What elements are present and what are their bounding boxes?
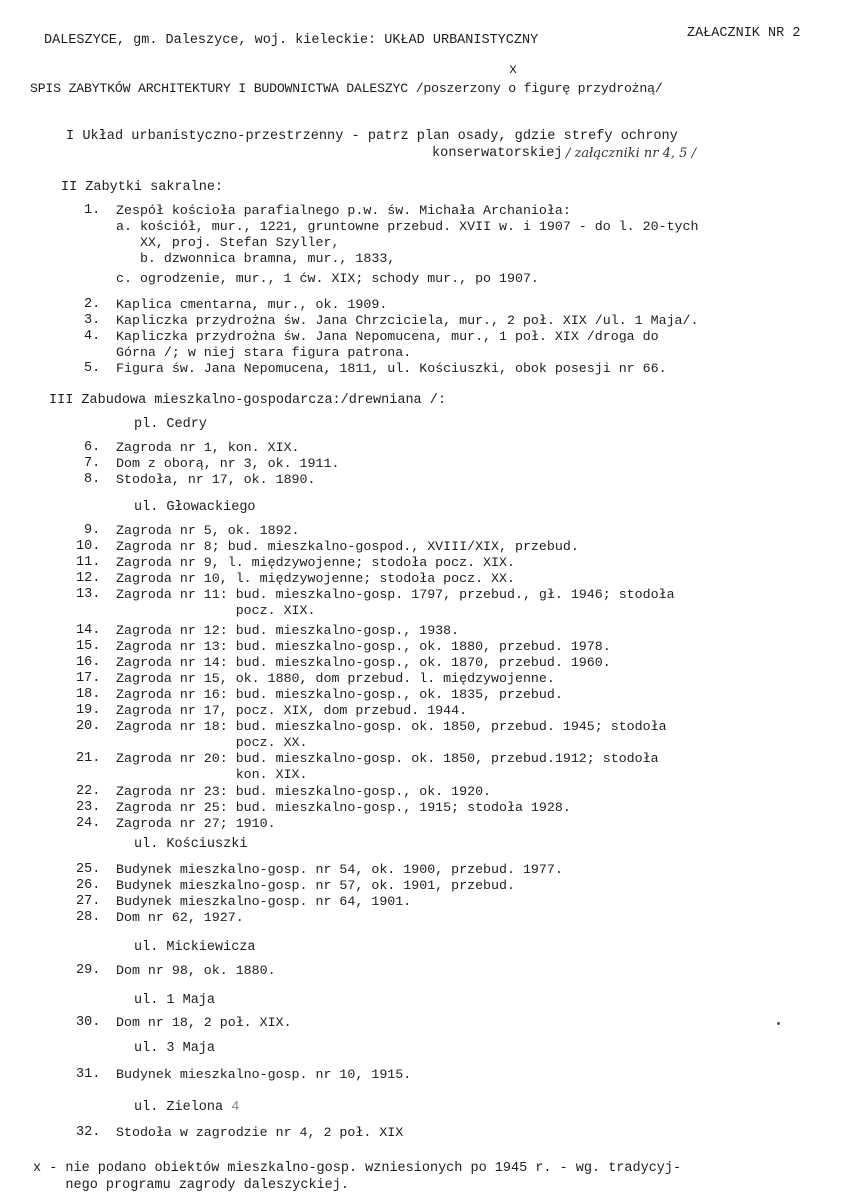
residential-item-text: Zagroda nr 27; 1910. — [116, 816, 276, 831]
residential-item-number: 30. — [76, 1015, 101, 1030]
residential-item-number: 23. — [76, 800, 101, 815]
residential-item-text: Zagroda nr 13: bud. mieszkalno-gosp., ok. 1880, przebud. 1978. — [116, 639, 611, 654]
residential-item-text: Zagroda nr 16: bud. mieszkalno-gosp., ok. 1835, przebud. — [116, 687, 563, 702]
section1-line2: konserwatorskiej — [432, 146, 563, 161]
street-heading: ul. Mickiewicza — [134, 940, 256, 955]
residential-item-number: 31. — [76, 1067, 101, 1082]
residential-item-number: 6. — [84, 440, 101, 455]
residential-item-text: Dom z oborą, nr 3, ok. 1911. — [116, 456, 340, 471]
residential-item-text: Zagroda nr 5, ok. 1892. — [116, 523, 300, 538]
section3-heading: III Zabudowa mieszkalno-gospodarcza:/drewniana /: — [49, 393, 446, 408]
sacral-item-text: Figura św. Jana Nepomucena, 1811, ul. Kościuszki, obok posesji nr 66. — [116, 361, 667, 376]
annex-label: ZAŁACZNIK NR 2 — [687, 26, 801, 41]
residential-item-text: pocz. XX. — [116, 735, 308, 750]
street-heading: pl. Cedry — [134, 417, 207, 432]
residential-item-number: 16. — [76, 655, 101, 670]
residential-item-text: Stodoła, nr 17, ok. 1890. — [116, 472, 316, 487]
sacral-item-text: a. kościół, mur., 1221, gruntowne przebud. XVII w. i 1907 - do l. 20-tych — [116, 219, 699, 234]
sacral-item-text: b. dzwonnica bramna, mur., 1833, — [116, 251, 396, 266]
residential-item-number: 26. — [76, 878, 101, 893]
document-title: DALESZYCE, gm. Daleszyce, woj. kieleckie: UKŁAD URBANISTYCZNY — [44, 33, 539, 48]
residential-item-number: 17. — [76, 671, 101, 686]
residential-item-number: 19. — [76, 703, 101, 718]
residential-item-number: 11. — [76, 555, 101, 570]
residential-item-number: 21. — [76, 751, 101, 766]
residential-item-number: 9. — [84, 523, 101, 538]
residential-item-number: 29. — [76, 963, 101, 978]
residential-item-text: kon. XIX. — [116, 767, 308, 782]
residential-item-number: 20. — [76, 719, 101, 734]
sacral-item-text: Zespół kościoła parafialnego p.w. św. Michała Archanioła: — [116, 203, 571, 218]
footnote-marker: x — [509, 63, 518, 78]
residential-item-number: 27. — [76, 894, 101, 909]
residential-item-number: 18. — [76, 687, 101, 702]
section2-heading: II Zabytki sakralne: — [61, 180, 224, 195]
sacral-item-number: 1. — [84, 203, 101, 218]
residential-item-text: Zagroda nr 20: bud. mieszkalno-gosp. ok. 1850, przebud.1912; stodoła — [116, 751, 659, 766]
section1-line1: I Układ urbanistyczno-przestrzenny - patrz plan osady, gdzie strefy ochrony — [66, 129, 678, 144]
residential-item-text: Zagroda nr 23: bud. mieszkalno-gosp., ok. 1920. — [116, 784, 492, 799]
residential-item-text: Zagroda nr 9, l. międzywojenne; stodoła pocz. XIX. — [116, 555, 515, 570]
residential-item-number: 28. — [76, 910, 101, 925]
residential-item-text: Zagroda nr 15, ok. 1880, dom przebud. l. międzywojenne. — [116, 671, 555, 686]
residential-item-text: Zagroda nr 8; bud. mieszkalno-gospod., XVIII/XIX, przebud. — [116, 539, 579, 554]
residential-item-number: 22. — [76, 784, 101, 799]
sacral-item-text: XX, proj. Stefan Szyller, — [116, 235, 340, 250]
residential-item-text: Dom nr 18, 2 poł. XIX. — [116, 1015, 292, 1030]
residential-item-number: 14. — [76, 623, 101, 638]
sacral-item-text: Kaplica cmentarna, mur., ok. 1909. — [116, 297, 388, 312]
residential-item-text: Zagroda nr 17, pocz. XIX, dom przebud. 1944. — [116, 703, 468, 718]
residential-item-text: Zagroda nr 10, l. międzywojenne; stodoła pocz. XX. — [116, 571, 515, 586]
sacral-item-number: 2. — [84, 297, 101, 312]
document-subtitle: SPIS ZABYTKÓW ARCHITEKTURY I BUDOWNICTWA DALESZYC /poszerzony o figurę przydrożną/ — [30, 81, 663, 96]
sacral-item-number: 5. — [84, 361, 101, 376]
residential-item-text: Zagroda nr 18: bud. mieszkalno-gosp. ok. 1850, przebud. 1945; stodoła — [116, 719, 667, 734]
residential-item-text: Zagroda nr 14: bud. mieszkalno-gosp., ok. 1870, przebud. 1960. — [116, 655, 611, 670]
footnote-line2: nego programu zagrody daleszyckiej. — [33, 1178, 349, 1193]
residential-item-number: 25. — [76, 862, 101, 877]
street-heading: ul. Kościuszki — [134, 837, 248, 852]
street-heading: ul. Głowackiego — [134, 500, 256, 515]
residential-item-number: 7. — [84, 456, 101, 471]
sacral-item-number: 3. — [84, 313, 101, 328]
sacral-item-number: 4. — [84, 329, 101, 344]
residential-item-number: 10. — [76, 539, 101, 554]
sacral-item-text: Kapliczka przydrożna św. Jana Nepomucena, mur., 1 poł. XIX /droga do — [116, 329, 659, 344]
residential-item-text: Budynek mieszkalno-gosp. nr 54, ok. 1900, przebud. 1977. — [116, 862, 563, 877]
handwritten-annex-note: / załączniki nr 4, 5 / — [566, 146, 696, 161]
residential-item-number: 15. — [76, 639, 101, 654]
sacral-item-text: Kapliczka przydrożna św. Jana Chrzciciela, mur., 2 poł. XIX /ul. 1 Maja/. — [116, 313, 699, 328]
residential-item-text: Zagroda nr 25: bud. mieszkalno-gosp., 1915; stodoła 1928. — [116, 800, 571, 815]
residential-item-text: Stodoła w zagrodzie nr 4, 2 poł. XIX — [116, 1125, 404, 1140]
street-heading: ul. Zielona 4 — [134, 1100, 240, 1115]
residential-item-text: Budynek mieszkalno-gosp. nr 10, 1915. — [116, 1067, 412, 1082]
residential-item-text: Zagroda nr 1, kon. XIX. — [116, 440, 300, 455]
residential-item-text: Zagroda nr 11: bud. mieszkalno-gosp. 1797, przebud., gł. 1946; stodoła — [116, 587, 675, 602]
residential-item-number: 12. — [76, 571, 101, 586]
residential-item-text: Zagroda nr 12: bud. mieszkalno-gosp., 1938. — [116, 623, 460, 638]
residential-item-text: Dom nr 62, 1927. — [116, 910, 244, 925]
residential-item-number: 24. — [76, 816, 101, 831]
residential-item-text: Dom nr 98, ok. 1880. — [116, 963, 276, 978]
sacral-item-text: c. ogrodzenie, mur., 1 ćw. XIX; schody mur., po 1907. — [116, 271, 539, 286]
street-heading: ul. 1 Maja — [134, 993, 216, 1008]
footnote-line1: x - nie podano obiektów mieszkalno-gosp. wzniesionych po 1945 r. - wg. tradycyj- — [33, 1161, 682, 1176]
scan-speck — [777, 1022, 780, 1025]
street-heading: ul. 3 Maja — [134, 1041, 216, 1056]
residential-item-number: 8. — [84, 472, 101, 487]
street-handwritten-note: 4 — [223, 1100, 240, 1115]
residential-item-number: 13. — [76, 587, 101, 602]
residential-item-text: Budynek mieszkalno-gosp. nr 64, 1901. — [116, 894, 412, 909]
residential-item-text: pocz. XIX. — [116, 603, 316, 618]
residential-item-text: Budynek mieszkalno-gosp. nr 57, ok. 1901, przebud. — [116, 878, 515, 893]
residential-item-number: 32. — [76, 1125, 101, 1140]
sacral-item-text: Górna /; w niej stara figura patrona. — [116, 345, 412, 360]
